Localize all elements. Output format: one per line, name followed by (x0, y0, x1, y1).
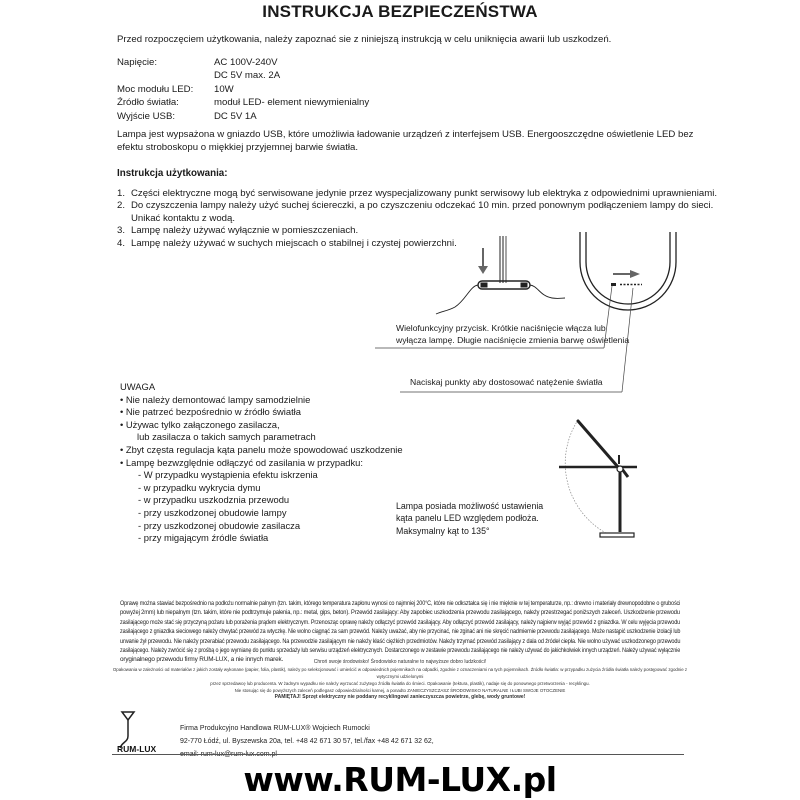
usage-item-text: Lampę należy używać w suchych miejscach o stabilnej i czystej powierzchni. (131, 237, 457, 249)
eco-notice (110, 659, 690, 701)
warning-item: - w przypadku uszkodznia przewodu (138, 494, 290, 506)
warning-item: • Nie patrzeć bezpośrednio w źródło światła (120, 406, 301, 418)
dimmer-caption: Naciskaj punkty aby dostosować natężenie światła (410, 377, 603, 387)
spec-label: Źródło światła: (117, 97, 179, 109)
spec-label: Wyjście USB: (117, 110, 176, 122)
company-address: 92-770 Łódź, ul. Byszewska 20a, tel. +48 42 671 30 57, tel./fax +48 42 671 32 62, (180, 738, 434, 745)
slide-arrow-icon (630, 270, 640, 278)
fine-print (120, 599, 680, 665)
warning-title: UWAGA (120, 381, 156, 392)
spec-value: 10W (214, 83, 234, 95)
button-caption-line: Wielofunkcyjny przycisk. Krótkie naciśnięcie włącza lub (396, 323, 606, 333)
angle-caption-line: Lampa posiada możliwość ustawienia (396, 501, 544, 511)
company-info (180, 722, 434, 761)
warning-item: - W przypadku wystąpienia efektu iskrzenia (138, 469, 318, 481)
fine-print-line: urwanie żył przewodu. Nie należy przerabiać przewodu zasilającego. Na przewodzie zasilającym nie należy kłaść ciężkich przedmiotów. Należy trzymać przewód zasilający z dala od źródeł ciepła. Nie wolno używać uszkodzonego przewodu (120, 637, 681, 645)
intro-text: Przed rozpoczęciem użytkowania, należy zapoznać sie z niniejszą instrukcją w celu uniknięcia awarii lub uszkodzeń. (117, 34, 612, 45)
warning-item: • Zbyt częsta regulacja kąta panelu może spowodować uszkodzenie (120, 443, 403, 455)
fine-print-paragraph (120, 599, 680, 665)
rum-lux-logo-icon (112, 708, 172, 754)
warning-item: - przy uszkodzonej obudowie zasilacza (138, 519, 301, 531)
usage-item-number: 1. (117, 188, 126, 199)
angle-caption-line: Maksymalny kąt to 135° (396, 525, 490, 536)
page-title: INSTRUKCJA BEZPIECZEŃSTWA (262, 2, 538, 21)
eco-title: Chroń swoje środowisko! Środowisko naturalne to najwyższe dobro ludzkości! (313, 659, 487, 665)
button-diagram (436, 236, 565, 314)
spec-value: moduł LED- element niewymienialny (214, 97, 370, 109)
usage-heading: Instrukcja użytkowania: (117, 168, 228, 179)
spec-label: Napięcie: (117, 57, 157, 68)
warning-item: • Używac tylko załączonego zasilacza, (120, 418, 280, 430)
eco-line: Opakowania w zależności od materiałów z jakich zostały wykonane (papier, folia, plastik), należy po selekcjonować i umieścić w odpowiednich pojemnikach na odpadki, zgodnie z oznaczeniami na tych pojemnikach. Źródło światła: w przypadku zużycia źródła światła należy postępować zgodnie z wytycznymi udzielonymi (112, 667, 688, 679)
spec-value: AC 100V-240V (214, 57, 278, 68)
fine-print-line: oryginalnego przewodu firmy RUM-LUX, a nie innych marek. (120, 656, 284, 664)
spec-value: DC 5V max. 2A (214, 70, 281, 82)
logo-text: RUM-LUX (117, 744, 157, 754)
warning-section (120, 381, 403, 545)
spec-label: Moc modułu LED: (117, 83, 194, 95)
angle-caption (396, 500, 543, 537)
angle-diagram (559, 420, 637, 537)
fine-print-line: zasilającego z gniazdka sieciowego należy chwytać przewód za wtyczkę. Nie wolno ciągnąć za sam przewód. Należy uważać, aby nie przycinać, nie zginać ani nie skręcić nadmiernie przewodu zasilającego. Może nastąpić uszkodzenie izolacji lub (120, 628, 681, 636)
warning-item: • Nie należy demontować lampy samodzielnie (120, 393, 311, 405)
button-caption (396, 322, 629, 346)
spec-value: DC 5V 1A (214, 110, 257, 122)
eco-warning: PAMIĘTAJ! Sprzęt elektryczny nie poddany recyklingowi zanieczyszcza powietrze, glebę, wody gruntowe! (274, 694, 526, 700)
fine-print-line: Oprawę można stawiać bezpośrednio na podłożu normalnie palnym (tzn. takim, którego temperatura zapłonu wynosi co najmniej 200°C, które nie odkształca się i nie mięknie w tej temperaturze, np.: drewno i materiały drewnopodobne o grubości (120, 600, 681, 607)
usage-item-number: 3. (117, 225, 126, 237)
fine-print-line: zasilającego może stać się przyczyną pożaru lub porażenia prądem elektrycznym. Przenosząc oprawę należy odłączyć przewód zasilający. Aby odłączyć przewód zasilający, należy najpierw wyjąć przewód z gniazdka. W celu wyjęcia przewodu (120, 618, 681, 626)
product-description: Lampa jest wypsażona w gniazdo USB, które umożliwia ładowanie urządzeń z interfejsem USB. Energooszczędne oświetlenie LED bez efektu stroboskopu o miękkiej przyjemnej barwie światła. (117, 129, 694, 154)
warning-item: • Lampę bezwzględnie odłączyć od zasilania w przypadku: (120, 456, 363, 468)
company-name: Firma Produkcyjno Handlowa RUM-LUX® Wojciech Rumocki (180, 725, 370, 732)
usage-item-number: 4. (117, 237, 126, 249)
fine-print-line: powyżej 2mm) lub niepalnym (tzn. takim, które nie podtrzymuje palenia, np.: metal, gips, beton). Przewód zasilający: Aby zapobiec uszkodzenia przewodu zasilającego, należy przestrzegać poniższych zaleceń. Uszkodzenie przewodu (120, 609, 680, 617)
eco-line: Nie stosując się do powyższych zaleceń podlegasz odpowiedzialności karnej, a ponadto ZANIECZYSZCZASZ ŚRODOWISKO NATURALNE I ŁUBI SWOJE OTOCZENIE (234, 688, 566, 693)
warning-item: - przy migającym źródle światła (138, 532, 269, 544)
eco-line: przez sprzedawcę lub producenta. W żadnym wypadku nie należy wyrzucać zużytego źródła światła do śmieci. Opakowanie (tektura, plastik), nadaje się do ponownego przetworzenia - recyklingu. (210, 681, 590, 686)
usage-item-text: Do czyszczenia lampy należy użyć suchej ściereczki, a po czyszczeniu odczekać 10 min. przed ponownym podłączeniem lampy do sieci. (131, 200, 714, 212)
usage-item-text: Części elektryczne mogą być serwisowane jedynie przez wyspecjalizowany punkt serwisowy lub elektryka z odpowiednimi uprawnieniami. (131, 188, 718, 199)
angle-caption-line: kąta panelu LED względem podłoża. (396, 513, 539, 524)
usage-item-text: Unikać kontaktu z wodą. (131, 212, 235, 224)
warning-item: lub zasilacza o takich samych parametrach (137, 431, 316, 443)
warning-item: - w przypadku wykrycia dymu (138, 481, 261, 493)
dimmer-diagram (580, 232, 676, 310)
footer-divider (112, 754, 684, 755)
warning-item: - przy uszkodzonej obudowie lampy (138, 506, 287, 518)
press-arrow-icon (478, 266, 488, 274)
usage-item-number: 2. (117, 200, 126, 212)
warning-list (120, 394, 403, 545)
website-link[interactable]: www.RUM-LUX.pl (243, 760, 557, 799)
fine-print-line: zasilającego. Należy zwrócić się z prośbą o jego wymianę do punktu sprzedaży lub serwisu urządzeń elektrycznych. Dostarczonego w zestawie przewodu zasilającego nie należy używać do jakichkolwiek innych urządzeń. Należy używać wyłącznie (120, 647, 681, 655)
usage-item-text: Lampę należy używać wyłącznie w pomieszczeniach. (131, 225, 359, 237)
button-caption-line: wyłącza lampę. Długie naciśnięcie zmienia barwę oświetlenia (396, 335, 630, 345)
